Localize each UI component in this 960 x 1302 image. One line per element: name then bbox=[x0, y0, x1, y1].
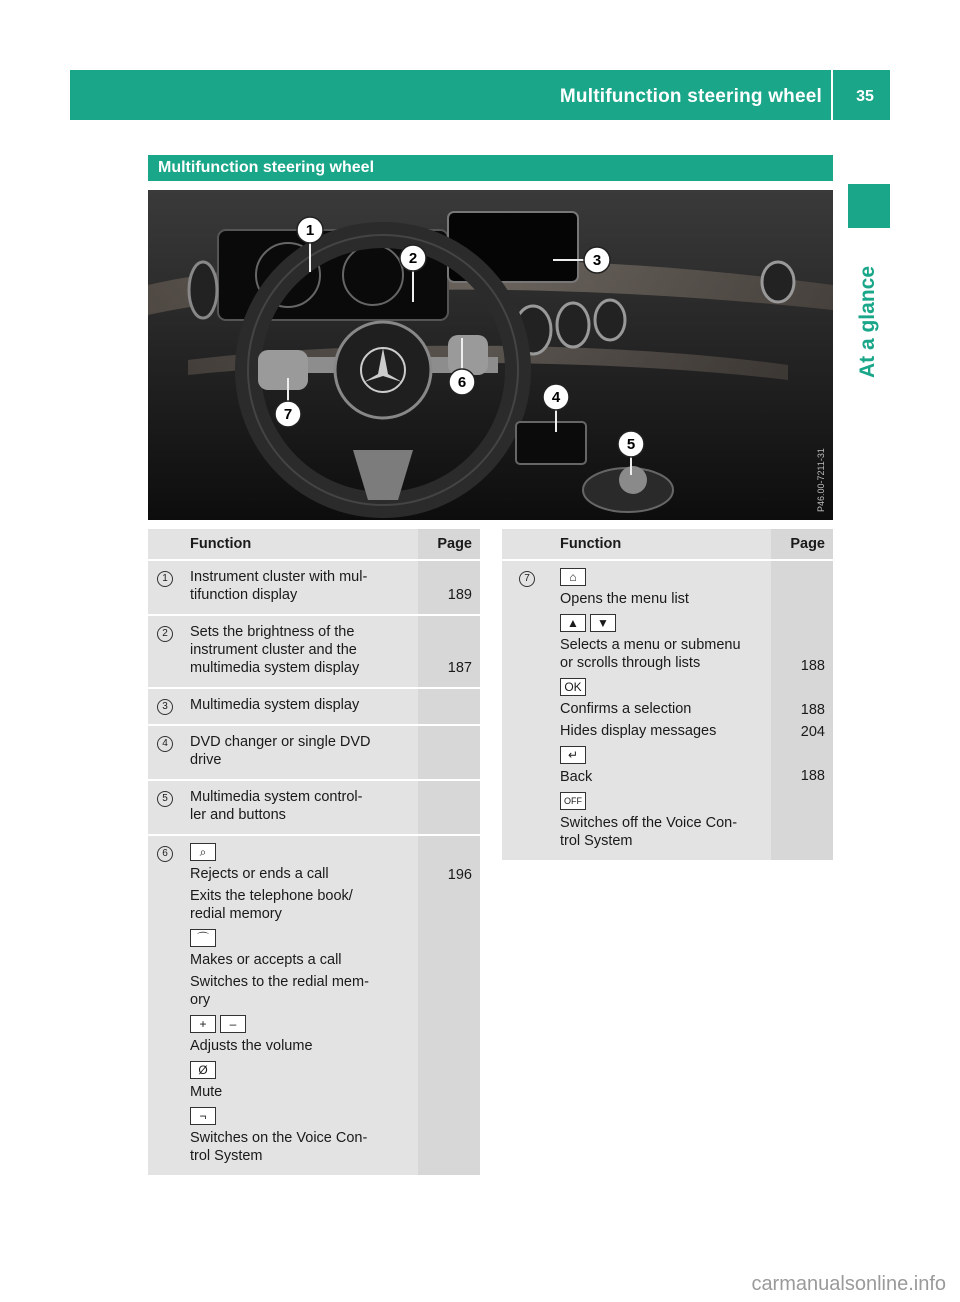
callout-3: 3 bbox=[592, 252, 602, 269]
function-text: ler and buttons bbox=[190, 807, 286, 823]
table-row bbox=[502, 560, 833, 861]
function-text: trol System bbox=[190, 1148, 263, 1164]
page-ref: 187 bbox=[418, 615, 480, 688]
function-text: ory bbox=[190, 992, 211, 1008]
back-icon: ↵ bbox=[560, 746, 586, 764]
function-text: Adjusts the volume bbox=[190, 1038, 313, 1054]
function-text: Multimedia system display bbox=[190, 697, 360, 713]
function-text: instrument cluster and the bbox=[190, 642, 357, 658]
function-text: or scrolls through lists bbox=[560, 655, 701, 671]
item-number: 2 bbox=[157, 626, 173, 642]
item-number: 3 bbox=[157, 699, 173, 715]
arrow-down-icon: ▼ bbox=[590, 614, 616, 632]
callout-2: 2 bbox=[408, 250, 418, 267]
callout-5: 5 bbox=[626, 436, 636, 453]
side-tab-label: At a glance bbox=[856, 265, 879, 379]
page-ref bbox=[418, 688, 480, 725]
function-text: tifunction display bbox=[190, 587, 298, 603]
function-text: Rejects or ends a call bbox=[190, 866, 329, 882]
function-text: Confirms a selection bbox=[560, 701, 692, 717]
page-ref: 188 bbox=[800, 658, 825, 674]
table-row bbox=[148, 615, 480, 688]
callout-7: 7 bbox=[283, 406, 293, 423]
accept-call-icon: ⌒ bbox=[190, 929, 216, 947]
home-icon: ⌂ bbox=[560, 568, 586, 586]
page-ref: 189 bbox=[418, 560, 480, 615]
volume-down-icon: – bbox=[220, 1015, 246, 1033]
col-function: Function bbox=[182, 529, 418, 560]
section-title: Multifunction steering wheel bbox=[158, 159, 375, 176]
function-text: Switches off the Voice Con- bbox=[560, 815, 738, 831]
col-page: Page bbox=[418, 529, 480, 560]
function-text: Opens the menu list bbox=[560, 591, 689, 607]
function-text: trol System bbox=[560, 833, 633, 849]
function-text: Exits the telephone book/ bbox=[190, 888, 353, 904]
page-number: 35 bbox=[856, 88, 874, 105]
callout-4: 4 bbox=[551, 389, 561, 406]
table-row bbox=[148, 560, 480, 615]
function-text: redial memory bbox=[190, 906, 282, 922]
col-function: Function bbox=[552, 529, 771, 560]
callout-6: 6 bbox=[457, 374, 467, 391]
callout-1: 1 bbox=[305, 222, 315, 239]
item-number: 4 bbox=[157, 736, 173, 752]
cockpit-figure bbox=[148, 190, 833, 520]
cockpit-illustration bbox=[148, 190, 833, 520]
page-ref: 188 bbox=[800, 768, 825, 784]
function-text: Mute bbox=[190, 1084, 223, 1100]
item-number: 7 bbox=[519, 571, 535, 587]
figure-code: P46.00-7211-31 bbox=[816, 448, 826, 512]
table-row bbox=[148, 688, 480, 725]
col-page: Page bbox=[771, 529, 833, 560]
header-divider bbox=[831, 70, 833, 120]
voice-off-icon: OFF bbox=[560, 792, 586, 810]
table-row bbox=[148, 780, 480, 835]
functions-table-left bbox=[148, 529, 480, 1177]
table-header-row bbox=[148, 529, 480, 560]
page-ref: 204 bbox=[800, 724, 825, 740]
table-row bbox=[148, 725, 480, 780]
functions-table-right bbox=[502, 529, 833, 862]
header-bar bbox=[70, 70, 890, 120]
page-ref-column bbox=[771, 560, 833, 861]
item-number: 5 bbox=[157, 791, 173, 807]
arrow-up-icon: ▲ bbox=[560, 614, 586, 632]
mute-icon: Ø bbox=[190, 1061, 216, 1079]
volume-up-icon: + bbox=[190, 1015, 216, 1033]
watermark: carmanualsonline.info bbox=[751, 1273, 946, 1295]
function-text: Back bbox=[560, 769, 593, 785]
function-text: Hides display messages bbox=[560, 723, 717, 739]
page-ref bbox=[418, 780, 480, 835]
item-number: 6 bbox=[157, 846, 173, 862]
table-header-row bbox=[502, 529, 833, 560]
page-ref bbox=[418, 725, 480, 780]
item-number: 1 bbox=[157, 571, 173, 587]
table-row bbox=[148, 835, 480, 1176]
function-text: drive bbox=[190, 752, 222, 768]
end-call-icon: ⌕ bbox=[190, 843, 216, 861]
function-text: Switches to the redial mem- bbox=[190, 974, 369, 990]
voice-control-icon: ¬ bbox=[190, 1107, 216, 1125]
function-text: Sets the brightness of the bbox=[190, 624, 355, 640]
function-text: Makes or accepts a call bbox=[190, 952, 342, 968]
page-ref: 196 bbox=[418, 835, 480, 1176]
header-title: Multifunction steering wheel bbox=[559, 86, 822, 107]
section-heading bbox=[148, 155, 833, 181]
function-text: Multimedia system control- bbox=[190, 789, 363, 805]
function-text: Instrument cluster with mul- bbox=[190, 569, 368, 585]
function-text: DVD changer or single DVD bbox=[190, 734, 371, 750]
ok-icon: OK bbox=[560, 678, 586, 696]
function-text: multimedia system display bbox=[190, 660, 360, 676]
function-text: Switches on the Voice Con- bbox=[190, 1130, 368, 1146]
page-ref: 188 bbox=[800, 702, 825, 718]
function-text: Selects a menu or submenu bbox=[560, 637, 741, 653]
